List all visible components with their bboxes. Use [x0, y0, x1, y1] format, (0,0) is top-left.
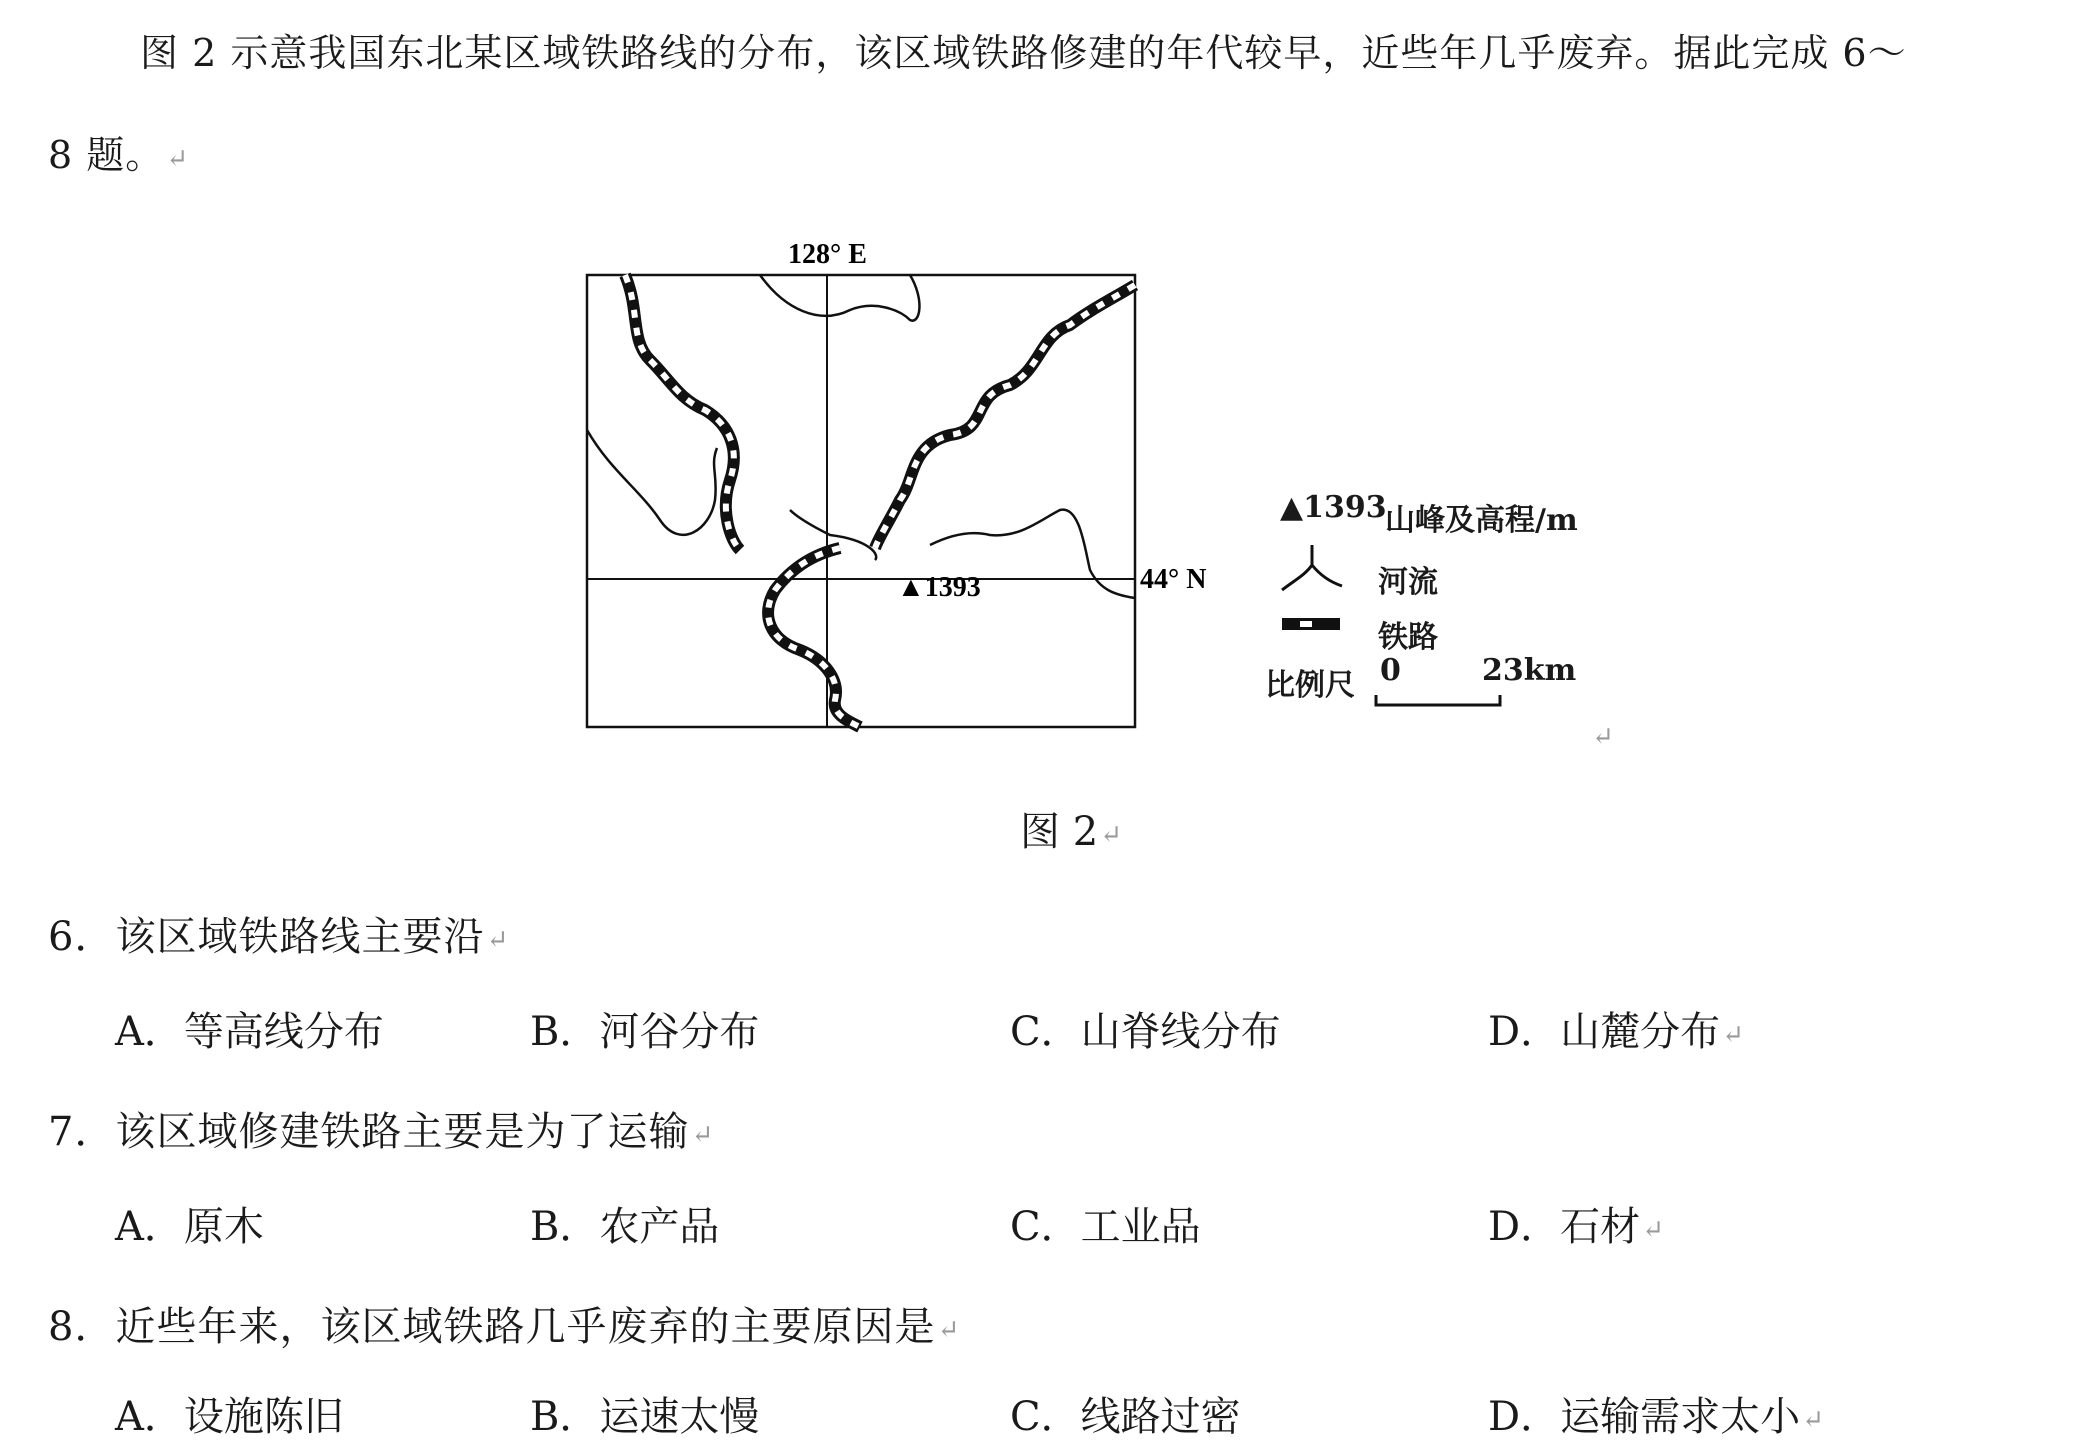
option-letter: A — [115, 1394, 144, 1440]
q8-option-b[interactable]: B．运速太慢 — [530, 1394, 760, 1440]
railway-northwest — [625, 275, 740, 550]
legend-peak-symbol: ▲1393 — [1280, 490, 1387, 525]
return-mark: ↵ — [691, 1120, 715, 1150]
legend-railway-text: 铁路 — [1378, 620, 1438, 655]
longitude-label: 128° E — [788, 239, 867, 270]
option-letter: D — [1488, 1009, 1521, 1055]
option-text: 农产品 — [599, 1204, 720, 1250]
q8-option-a[interactable]: A．设施陈旧 — [115, 1394, 344, 1440]
intro-text-1: 图 2 示意我国东北某区域铁路线的分布，该区域铁路修建的年代较早，近些年几乎废弃。据此完成 6～ — [140, 31, 1907, 75]
q6-option-a[interactable]: A．等高线分布 — [115, 1009, 384, 1055]
q6-option-c[interactable]: C．山脊线分布 — [1010, 1009, 1281, 1055]
legend-peak-text: 山峰及高程/m — [1385, 503, 1578, 538]
question-text: 近些年来，该区域铁路几乎废弃的主要原因是 — [115, 1304, 936, 1350]
figure-caption-text: 图 2 — [1020, 809, 1099, 855]
legend-scale-start: 0 — [1380, 653, 1401, 688]
q8-option-c[interactable]: C．线路过密 — [1010, 1394, 1241, 1440]
peak-label: ▲1393 — [897, 572, 981, 603]
option-text: 山麓分布 — [1560, 1009, 1721, 1055]
railway-northeast — [875, 285, 1135, 548]
option-letter: C — [1010, 1204, 1041, 1250]
figure-caption — [1020, 800, 1122, 857]
option-text: 工业品 — [1080, 1204, 1201, 1250]
caption-return-mark: ↵ — [1100, 820, 1122, 850]
question-7-stem — [48, 1100, 714, 1157]
question-dot: ． — [74, 914, 116, 960]
option-letter: A — [115, 1009, 144, 1055]
legend-return-mark: ↵ — [1592, 722, 1614, 752]
q6-option-d[interactable]: D．山麓分布↵ — [1488, 1009, 1744, 1055]
q7-option-d[interactable]: D．石材↵ — [1488, 1204, 1664, 1250]
latitude-label: 44° N — [1140, 564, 1207, 595]
q7-option-b[interactable]: B．农产品 — [530, 1204, 720, 1250]
return-mark: ↵ — [1642, 1215, 1664, 1245]
question-dot: ． — [74, 1109, 116, 1155]
option-text: 设施陈旧 — [183, 1394, 344, 1440]
question-number: 6 — [48, 914, 75, 960]
q7-option-a[interactable]: A．原木 — [115, 1204, 264, 1250]
river-legend-icon — [1282, 545, 1342, 590]
question-6-stem — [48, 905, 509, 962]
question-number: 7 — [48, 1109, 75, 1155]
option-text: 原木 — [183, 1204, 264, 1250]
legend-scale-end: 23km — [1482, 653, 1577, 688]
option-letter: C — [1010, 1009, 1041, 1055]
return-mark: ↵ — [1722, 1020, 1744, 1050]
legend-river-text: 河流 — [1378, 565, 1438, 600]
option-letter: B — [530, 1394, 560, 1440]
q8-option-d[interactable]: D．运输需求太小↵ — [1488, 1394, 1824, 1440]
intro-line-1 — [140, 22, 1907, 77]
legend-scale-label: 比例尺 — [1265, 668, 1355, 703]
railways — [625, 275, 1135, 727]
scale-bar — [1376, 695, 1500, 705]
option-text: 等高线分布 — [183, 1009, 384, 1055]
option-letter: B — [530, 1204, 560, 1250]
option-letter: D — [1488, 1394, 1521, 1440]
q6-option-b[interactable]: B．河谷分布 — [530, 1009, 760, 1055]
intro-line-2 — [48, 124, 189, 179]
question-number: 8 — [48, 1304, 75, 1350]
option-text: 线路过密 — [1080, 1394, 1241, 1440]
return-mark: ↵ — [937, 1315, 961, 1345]
railway-legend-checker — [1300, 621, 1312, 627]
return-mark: ↵ — [166, 143, 190, 174]
river-west — [587, 430, 717, 535]
option-letter: A — [115, 1204, 144, 1250]
option-text: 河谷分布 — [599, 1009, 760, 1055]
option-letter: C — [1010, 1394, 1041, 1440]
q7-option-c[interactable]: C．工业品 — [1010, 1204, 1201, 1250]
intro-text-2: 8 题。 — [48, 133, 165, 177]
option-text: 山脊线分布 — [1080, 1009, 1281, 1055]
river-north — [760, 275, 919, 321]
question-text: 该区域铁路线主要沿 — [115, 914, 485, 960]
option-text: 运速太慢 — [599, 1394, 760, 1440]
option-letter: D — [1488, 1204, 1521, 1250]
option-text: 运输需求太小 — [1560, 1394, 1801, 1440]
option-text: 石材 — [1560, 1204, 1641, 1250]
rivers — [587, 275, 1135, 598]
question-text: 该区域修建铁路主要是为了运输 — [115, 1109, 690, 1155]
option-letter: B — [530, 1009, 560, 1055]
question-dot: ． — [74, 1304, 116, 1350]
railway-northeast-checker — [875, 285, 1135, 548]
return-mark: ↵ — [486, 925, 510, 955]
question-8-stem — [48, 1295, 960, 1352]
return-mark: ↵ — [1802, 1405, 1824, 1435]
